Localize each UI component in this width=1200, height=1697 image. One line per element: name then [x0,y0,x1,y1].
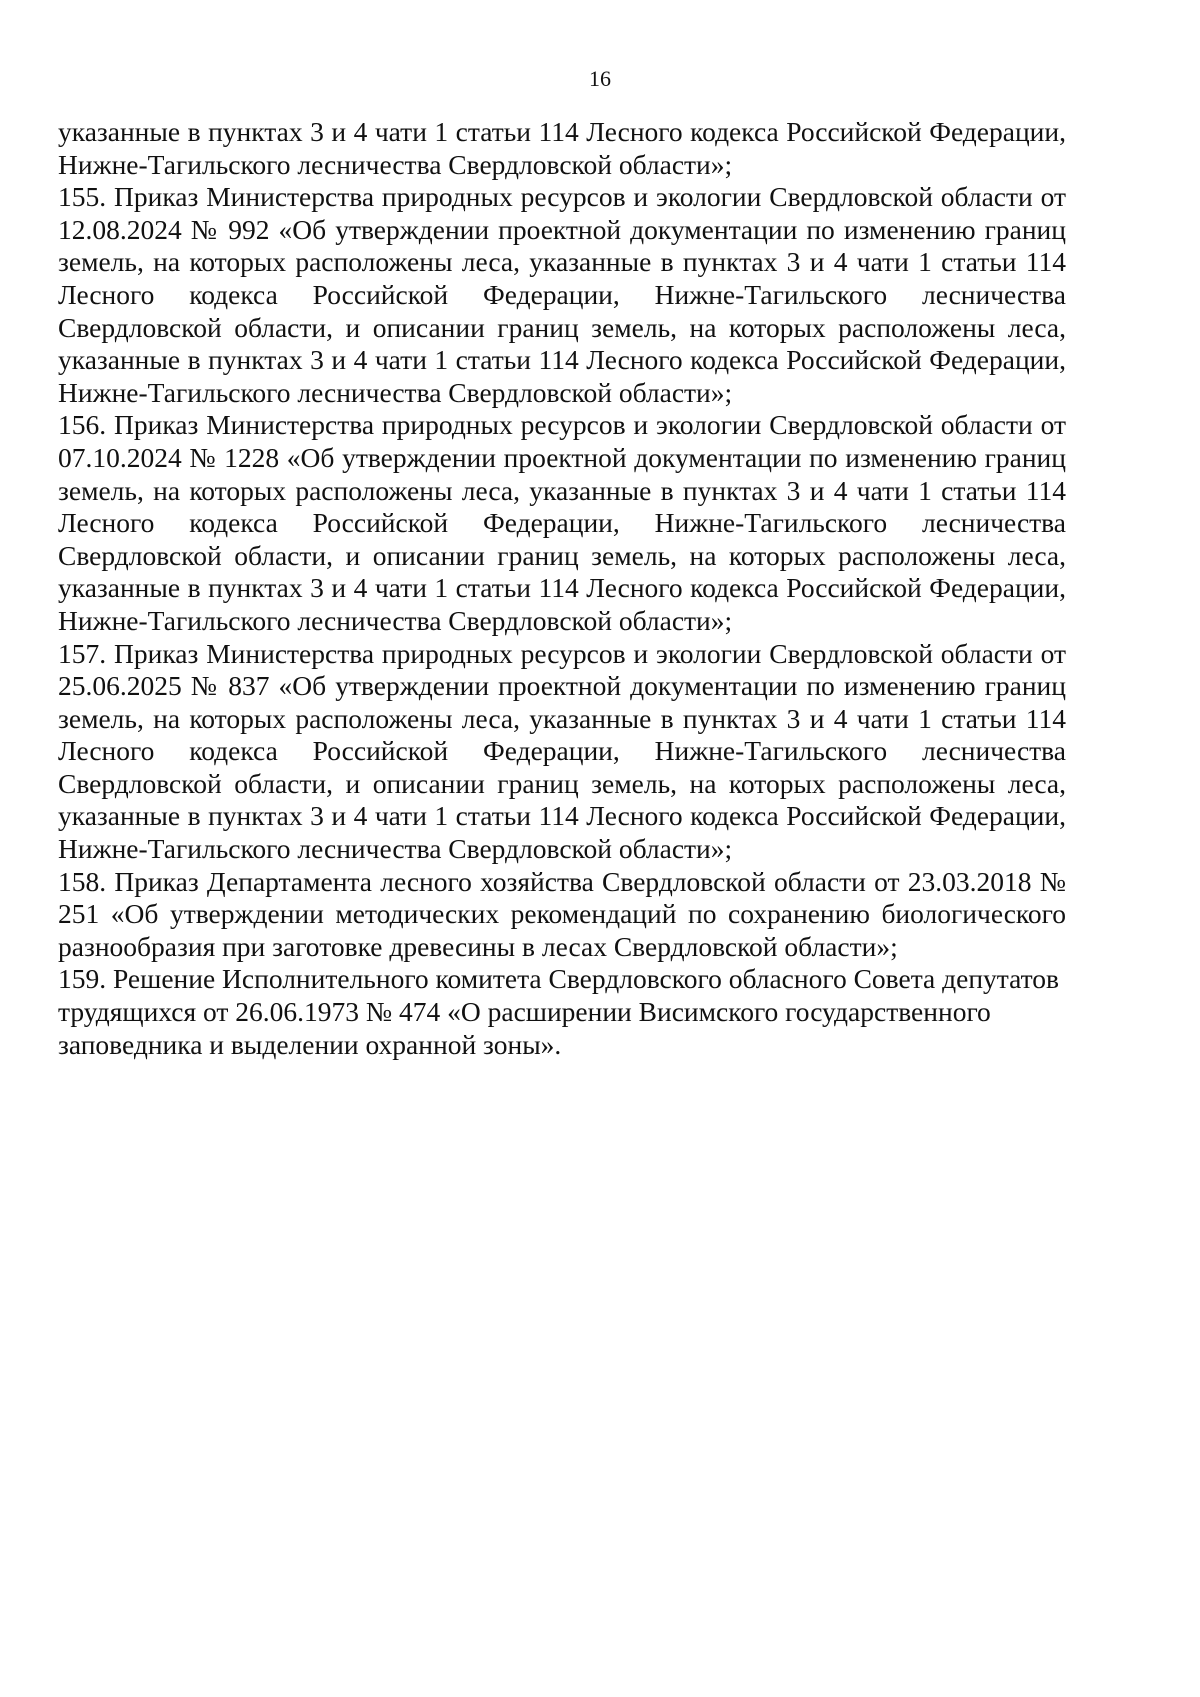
list-item: 156. Приказ Министерства природных ресурсов и экологии Свердловской области от 07.10.2024 № 1228 «Об утверждении проектной документации по изменению границ земель, на которых расположены леса, указанные в пунктах 3 и 4 чати 1 статьи 114 Лесного кодекса Российской Федерации, Нижне-Тагильского лесничества Свердловской области, и описании границ земель, на которых расположены леса, указанные в пунктах 3 и 4 чати 1 статьи 114 Лесного кодекса Российской Федерации, Нижне-Тагильского лесничества Свердловской области»; [58,409,1066,636]
document-body [58,116,1066,1061]
continuation-paragraph: указанные в пунктах 3 и 4 чати 1 статьи 114 Лесного кодекса Российской Федерации, Нижне-Тагильского лесничества Свердловской области»; [58,116,1066,180]
list-item: 159. Решение Исполнительного комитета Свердловского обласного Совета депутатов трудящихся от 26.06.1973 № 474 «О расширении Висимского государственного заповедника и выделении охранной зоны». [58,963,1060,1060]
list-item: 155. Приказ Министерства природных ресурсов и экологии Свердловской области от 12.08.2024 № 992 «Об утверждении проектной документации по изменению границ земель, на которых расположены леса, указанные в пунктах 3 и 4 чати 1 статьи 114 Лесного кодекса Российской Федерации, Нижне-Тагильского лесничества Свердловской области, и описании границ земель, на которых расположены леса, указанные в пунктах 3 и 4 чати 1 статьи 114 Лесного кодекса Российской Федерации, Нижне-Тагильского лесничества Свердловской области»; [58,181,1066,408]
page-number: 16 [589,66,611,91]
list-item: 158. Приказ Департамента лесного хозяйства Свердловской области от 23.03.2018 № 251 «Об утверждении методических рекомендаций по сохранению биологического разнообразия при заготовке древесины в лесах Свердловской области»; [58,865,1066,962]
list-item: 157. Приказ Министерства природных ресурсов и экологии Свердловской области от 25.06.2025 № 837 «Об утверждении проектной документации по изменению границ земель, на которых расположены леса, указанные в пунктах 3 и 4 чати 1 статьи 114 Лесного кодекса Российской Федерации, Нижне-Тагильского лесничества Свердловской области, и описании границ земель, на которых расположены леса, указанные в пунктах 3 и 4 чати 1 статьи 114 Лесного кодекса Российской Федерации, Нижне-Тагильского лесничества Свердловской области»; [58,637,1066,865]
